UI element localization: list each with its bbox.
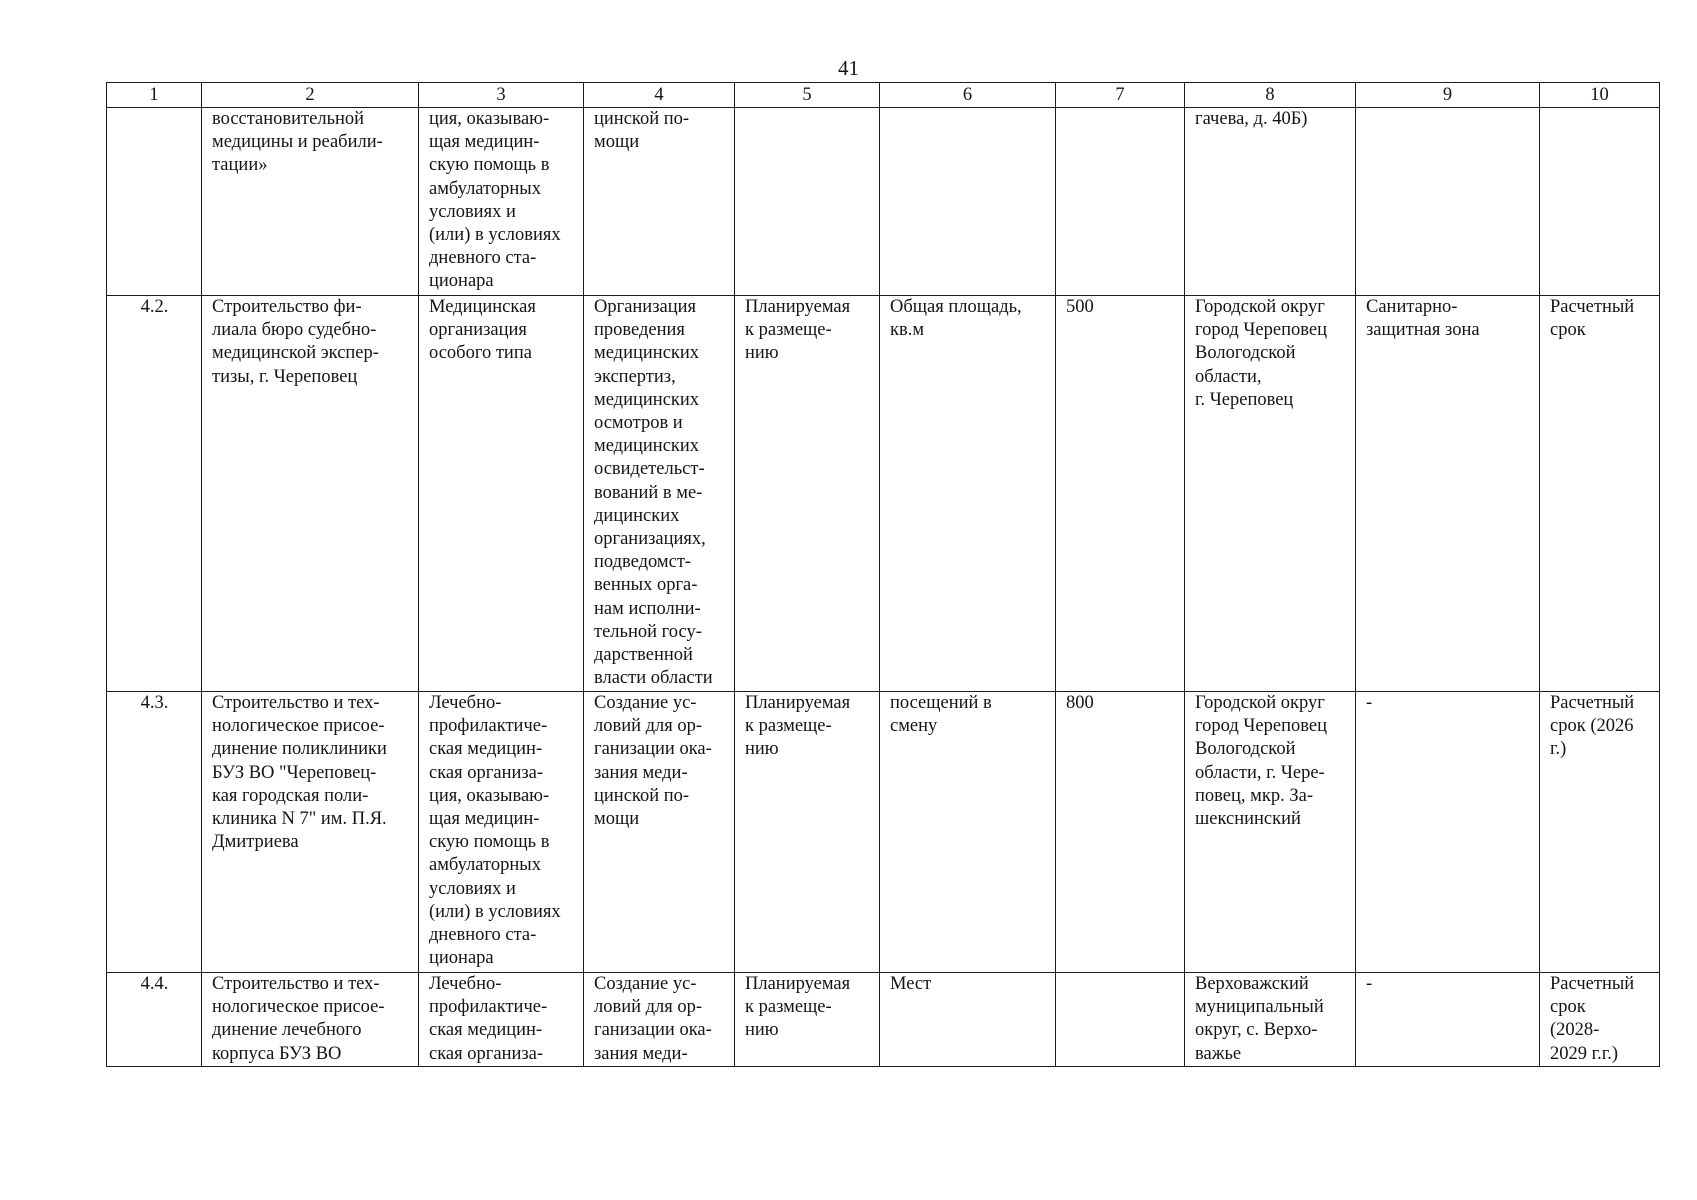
cell-line: зания меди- [594, 1043, 688, 1064]
cell-line: щая медицин- [429, 132, 540, 153]
cell-line: клиника N 7" им. П.Я. [212, 809, 387, 830]
cell-line: Строительство и тех- [212, 974, 380, 994]
cell-line: медицины и реабили- [212, 132, 383, 153]
cell-line: цинской по- [594, 109, 690, 129]
cell-line: тации» [212, 155, 268, 176]
cell-line: ловий для ор- [594, 997, 703, 1018]
cell-line: Создание ус- [594, 974, 697, 994]
cell-line: ция, оказываю- [429, 785, 550, 806]
cell-line: щая медицин- [429, 809, 540, 830]
cell-line: ция, оказываю- [429, 109, 550, 129]
cell-line: важье [1195, 1043, 1242, 1064]
cell-line: амбулаторных [429, 855, 541, 876]
characteristic-cell [880, 296, 1056, 692]
cell-line: Создание ус- [594, 693, 697, 713]
value-cell [1056, 108, 1185, 296]
purpose-cell [584, 973, 735, 1067]
status-cell [735, 296, 880, 692]
cell-line: ская организа- [429, 1043, 544, 1064]
cell-line: мощи [594, 132, 640, 153]
cell-line: медицинской экспер- [212, 343, 379, 364]
cell-line: профилактиче- [429, 716, 548, 737]
column-header-10: 10 [1540, 83, 1660, 108]
cell-line: Строительство и тех- [212, 693, 380, 713]
cell-line: области, г. Чере- [1195, 762, 1325, 783]
cell-line: шекснинский [1195, 809, 1301, 830]
cell-line: Организация [594, 297, 697, 317]
zone-cell [1356, 296, 1540, 692]
value-cell: 500 [1056, 296, 1185, 692]
column-header-6: 6 [880, 83, 1056, 108]
cell-line: муниципальный [1195, 997, 1324, 1018]
cell-line: Планируемая [745, 974, 851, 994]
term-cell [1540, 973, 1660, 1067]
cell-line: Расчетный [1550, 974, 1635, 994]
cell-line: Санитарно- [1366, 297, 1458, 317]
row-number-cell: 4.4. [107, 973, 202, 1067]
cell-line: округ, с. Верхо- [1195, 1020, 1318, 1041]
cell-line: Общая площадь, [890, 297, 1022, 317]
cell-line: скую помощь в [429, 832, 550, 853]
cell-line: - [1366, 693, 1373, 713]
location-cell [1185, 108, 1356, 296]
cell-line: нию [745, 739, 779, 760]
cell-line: дарственной [594, 645, 693, 666]
cell-line: Городской округ [1195, 693, 1325, 713]
cell-line: скую помощь в [429, 155, 550, 176]
cell-line: условиях и [429, 201, 516, 222]
column-header-3: 3 [419, 83, 584, 108]
table-row [107, 973, 1660, 1067]
cell-line: ская медицин- [429, 1020, 543, 1041]
column-header-4: 4 [584, 83, 735, 108]
cell-line: экспертиз, [594, 366, 676, 387]
status-cell [735, 973, 880, 1067]
cell-line: (или) в условиях [429, 901, 561, 922]
cell-line: г.) [1550, 739, 1567, 760]
cell-line: медицинских [594, 389, 700, 410]
object-type-cell [419, 973, 584, 1067]
column-header-9: 9 [1356, 83, 1540, 108]
cell-line: особого типа [429, 343, 532, 364]
cell-line: Расчетный [1550, 693, 1635, 713]
characteristic-cell [880, 973, 1056, 1067]
zone-cell [1356, 108, 1540, 296]
cell-line: власти области [594, 668, 713, 689]
cell-line: Лечебно- [429, 693, 502, 713]
cell-line: - [1366, 974, 1373, 994]
cell-line: освидетельст- [594, 459, 705, 480]
cell-line: Дмитриева [212, 832, 299, 853]
cell-line: Вологодской [1195, 343, 1296, 364]
cell-line: Лечебно- [429, 974, 502, 994]
value-cell: 800 [1056, 692, 1185, 973]
cell-line: (или) в условиях [429, 225, 561, 246]
cell-line: срок [1550, 320, 1586, 341]
cell-line: нологическое присое- [212, 997, 385, 1018]
cell-line: к размеще- [745, 716, 832, 737]
location-cell [1185, 973, 1356, 1067]
cell-line: ская медицин- [429, 739, 543, 760]
cell-line: вований в ме- [594, 482, 703, 503]
cell-line: срок (2026 [1550, 716, 1634, 737]
cell-line: Городской округ [1195, 297, 1325, 317]
column-header-7: 7 [1056, 83, 1185, 108]
cell-line: БУЗ ВО "Череповец- [212, 762, 377, 783]
row-number-cell: 4.3. [107, 692, 202, 973]
term-cell [1540, 108, 1660, 296]
cell-line: динение лечебного [212, 1020, 362, 1041]
cell-line: 2029 г.г.) [1550, 1043, 1619, 1064]
purpose-cell [584, 692, 735, 973]
location-cell [1185, 296, 1356, 692]
cell-line: Мест [890, 974, 932, 994]
column-header-2: 2 [202, 83, 419, 108]
term-cell [1540, 296, 1660, 692]
object-name-cell [202, 296, 419, 692]
cell-line: г. Череповец [1195, 389, 1294, 410]
cell-line: Планируемая [745, 693, 851, 713]
cell-line: ская организа- [429, 762, 544, 783]
cell-line: Планируемая [745, 297, 851, 317]
row-number-cell [107, 108, 202, 296]
cell-line: динение поликлиники [212, 739, 387, 760]
cell-line: к размеще- [745, 997, 832, 1018]
cell-line: нологическое присое- [212, 716, 385, 737]
table-row [107, 692, 1660, 973]
cell-line: защитная зона [1366, 320, 1480, 341]
object-name-cell [202, 973, 419, 1067]
cell-line: кв.м [890, 320, 925, 341]
page-number: 41 [838, 56, 859, 80]
cell-line: ловий для ор- [594, 716, 703, 737]
cell-line: амбулаторных [429, 178, 541, 199]
cell-line: проведения [594, 320, 685, 341]
cell-line: организация [429, 320, 527, 341]
cell-line: корпуса БУЗ ВО [212, 1043, 342, 1064]
cell-line: венных орга- [594, 575, 698, 596]
object-name-cell [202, 108, 419, 296]
cell-line: дицинских [594, 505, 680, 526]
cell-line: области, [1195, 366, 1262, 387]
column-header-1: 1 [107, 83, 202, 108]
table-row [107, 108, 1660, 296]
object-type-cell [419, 296, 584, 692]
zone-cell [1356, 973, 1540, 1067]
cell-line: тизы, г. Череповец [212, 366, 358, 387]
status-cell [735, 108, 880, 296]
table-row [107, 296, 1660, 692]
cell-line: город Череповец [1195, 320, 1327, 341]
cell-line: ганизации ока- [594, 1020, 712, 1041]
object-name-cell [202, 692, 419, 973]
characteristic-cell [880, 108, 1056, 296]
location-cell [1185, 692, 1356, 973]
purpose-cell [584, 108, 735, 296]
cell-line: организациях, [594, 529, 706, 550]
cell-line: зания меди- [594, 762, 688, 783]
cell-line: тельной госу- [594, 621, 702, 642]
cell-line: к размеще- [745, 320, 832, 341]
cell-line: нию [745, 343, 779, 364]
term-cell [1540, 692, 1660, 973]
object-type-cell [419, 108, 584, 296]
cell-line: медицинских [594, 436, 700, 457]
cell-line: нам исполни- [594, 598, 701, 619]
cell-line: (2028- [1550, 1020, 1600, 1041]
cell-line: ционара [429, 948, 494, 969]
cell-line: нию [745, 1020, 779, 1041]
cell-line: посещений в [890, 693, 992, 713]
cell-line: Верховажский [1195, 974, 1309, 994]
characteristic-cell [880, 692, 1056, 973]
cell-line: Медицинская [429, 297, 536, 317]
cell-line: Вологодской [1195, 739, 1296, 760]
cell-line: мощи [594, 809, 640, 830]
cell-line: профилактиче- [429, 997, 548, 1018]
object-type-cell [419, 692, 584, 973]
column-header-5: 5 [735, 83, 880, 108]
row-number-cell: 4.2. [107, 296, 202, 692]
cell-line: повец, мкр. За- [1195, 785, 1313, 806]
column-header-8: 8 [1185, 83, 1356, 108]
cell-line: ганизации ока- [594, 739, 712, 760]
cell-line: лиала бюро судебно- [212, 320, 377, 341]
cell-line: подведомст- [594, 552, 692, 573]
cell-line: цинской по- [594, 785, 690, 806]
purpose-cell [584, 296, 735, 692]
cell-line: гачева, д. 40Б) [1195, 109, 1308, 129]
table-body [107, 108, 1660, 1067]
cell-line: срок [1550, 997, 1586, 1018]
header-row [107, 83, 1660, 108]
cell-line: дневного ста- [429, 925, 537, 946]
cell-line: ционара [429, 271, 494, 292]
cell-line: город Череповец [1195, 716, 1327, 737]
cell-line: Расчетный [1550, 297, 1635, 317]
cell-line: условиях и [429, 878, 516, 899]
cell-line: медицинских [594, 343, 700, 364]
cell-line: кая городская поли- [212, 785, 369, 806]
cell-line: Строительство фи- [212, 297, 362, 317]
cell-line: восстановительной [212, 109, 365, 129]
table-header [107, 83, 1660, 108]
cell-line: смену [890, 716, 938, 737]
value-cell [1056, 973, 1185, 1067]
status-cell [735, 692, 880, 973]
cell-line: осмотров и [594, 413, 683, 434]
document-table [106, 82, 1660, 1067]
cell-line: дневного ста- [429, 248, 537, 269]
zone-cell [1356, 692, 1540, 973]
